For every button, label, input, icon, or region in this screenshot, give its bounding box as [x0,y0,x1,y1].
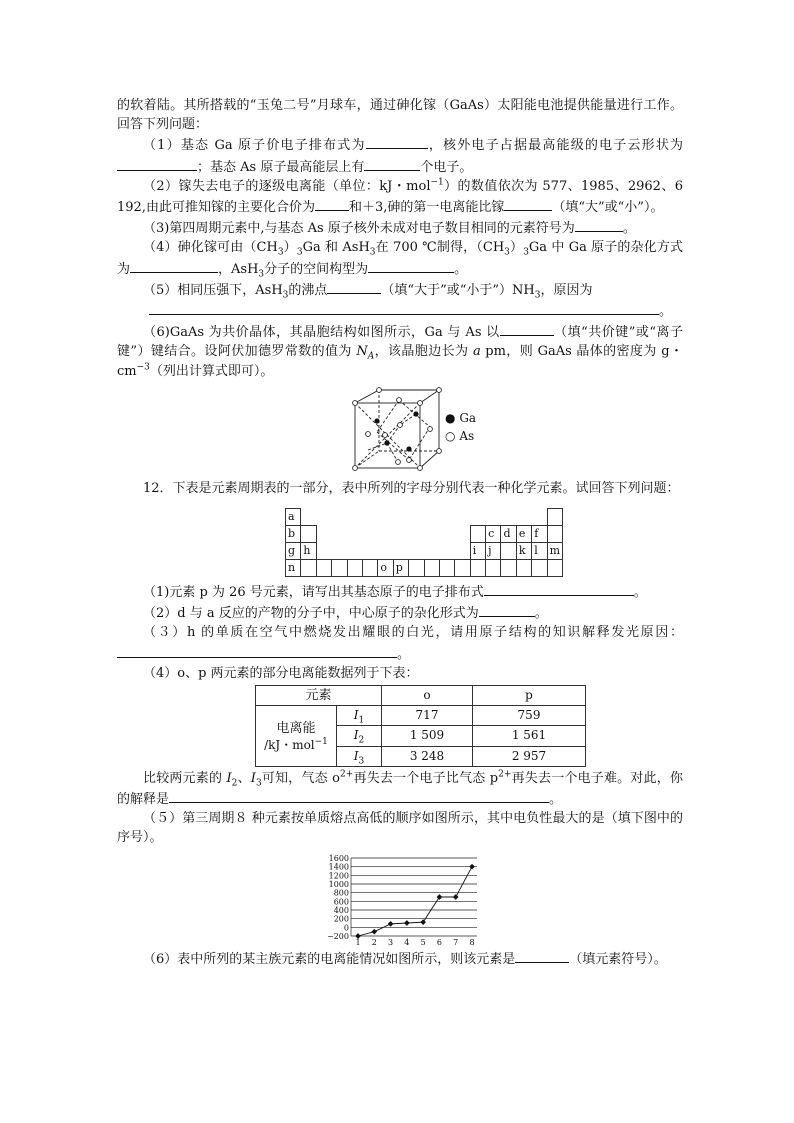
cell-g: g [286,543,301,560]
label-i2: $I_2$ [337,726,382,746]
svg-text:600: 600 [333,897,349,907]
svg-text:5: 5 [420,937,426,947]
line-chart [321,852,481,948]
row-label: 电离能 /kJ・mol$^{-1}$ [256,706,337,767]
svg-text:800: 800 [333,888,349,898]
periodic-table-fragment [285,508,563,577]
svg-text:7: 7 [453,937,459,947]
svg-text:2: 2 [371,937,377,947]
q11-part6: （6)GaAs 为共价晶体，其晶胞结构如图所示，Ga 与 As 以 （填“共价键”或“离子键”）键结合。设阿伏加德罗常数的值为 $N_A$，该晶胞边长为 a pm，则 GaAs 晶体的密度为 g・$cm^{-3}$（列出计算式即可）。 [117,321,683,381]
answer-blank[interactable] [117,643,397,658]
cell-a: a [286,509,301,526]
answer-blank[interactable] [366,134,428,149]
q11-part2: （2）镓失去电子的逐级电离能（单位：kJ・mol$^{-1}$）的数值依次为 577、1985、2962、6 192,由此可推知镓的主要化合价为 和＋3,砷的第一电离能比镓 （填“大”或“小”）。 [117,177,684,216]
svg-text:1200: 1200 [328,871,349,881]
cell-h: h [301,543,316,560]
answer-blank[interactable] [368,258,454,273]
cell-o: o [378,560,393,577]
cell-f: f [532,526,547,543]
q12-part2: （2）d 与 a 反应的产物的分子中，中心原子的杂化形式为 。 [117,602,683,623]
label-i1: $I_1$ [337,706,382,726]
unit-cell-diagram [345,387,445,475]
hollow-dot-icon: ○ [445,428,456,443]
answer-blank[interactable] [315,196,349,211]
legend-ga: ● Ga [445,410,477,425]
answer-blank[interactable] [515,948,569,963]
header-element: 元素 [256,686,382,706]
q11-part3: （3)第四周期元素中,与基态 As 原子核外未成对电子数目相同的元素符号为 。 [117,217,683,238]
q12-part5: （５）第三周期８ 种元素按单质熔点高低的顺序如图所示，其中电负性最大的是（填下图中的序号）。 [117,811,683,846]
q11-intro: 的软着陆。其所搭载的“玉兔二号”月球车，通过砷化镓（GaAs）太阳能电池提供能量进行工作。回答下列问题： [117,98,683,133]
cell-d: d [501,526,516,543]
cell-e: e [516,526,531,543]
header-o: o [382,686,473,706]
q12-part4-followup: 比较两元素的 $I_2$、$I_3$可知，气态 $o^{2+}$再失去一个电子比气态 $p^{2+}$再失去一个电子难。对此，你的解释是 。 [117,769,683,808]
svg-text:200: 200 [333,914,349,924]
ptable-row-4 [286,560,563,577]
cell-empty [547,509,562,526]
header-p: p [473,686,586,706]
cell-p: p [393,560,408,577]
cell-j: j [486,543,501,560]
ptable-row-3 [286,543,563,560]
worksheet-page [117,96,683,969]
filled-dot-icon: ● [445,410,456,425]
svg-text:8: 8 [469,937,475,947]
svg-text:1400: 1400 [328,862,349,872]
svg-text:3: 3 [388,937,394,947]
answer-blank[interactable] [484,581,634,596]
answer-blank[interactable] [327,279,381,294]
ptable-row-1 [286,509,563,526]
cell-m: m [547,543,562,560]
cell-c: c [486,526,501,543]
q11-part1: （1）基态 Ga 原子价电子排布式为 ，核外电子占据最高能级的电子云形状为；基态 As 原子最高能层上有 个电子。 [117,134,683,176]
q12-intro: 12．下表是元素周期表的一部分，表中所列的字母分别代表一种化学元素。试回答下列问题： [143,480,680,496]
cell-l: l [532,543,547,560]
q12-part6: （6）表中所列的某主族元素的电离能情况如图所示，则该元素是 （填元素符号）。 [117,948,683,969]
answer-blank[interactable] [149,300,659,315]
svg-text:0: 0 [343,923,349,933]
ptable-row-2 [286,526,563,543]
melting-point-chart [321,852,481,948]
q12-part3: （３）h 的单质在空气中燃烧发出耀眼的白光，请用原子结构的知识解释发光原因：。 [117,623,683,663]
ionization-energy-table: 元素 o p 电离能 /kJ・mol$^{-1}$ $I_1$ 717 759 $I_2$ 1 509 1 561 $I_3$ 3 248 2 957 [255,685,586,767]
answer-blank[interactable] [504,196,552,211]
answer-blank[interactable] [130,258,218,273]
answer-blank[interactable] [575,217,623,232]
svg-text:6: 6 [436,937,442,947]
label-i3: $I_3$ [337,746,382,766]
answer-blank[interactable] [479,602,535,617]
svg-text:−200: −200 [327,931,349,941]
cell-b: b [286,526,301,543]
answer-blank[interactable] [364,156,420,171]
legend-as: ○ As [445,428,475,443]
svg-text:1000: 1000 [328,879,349,889]
q12-part1: （1)元素 p 为 26 号元素，请写出其基态原子的电子排布式 。 [117,581,683,602]
svg-text:4: 4 [404,937,410,947]
q12-part4: （4）o、p 两元素的部分电离能数据列于下表： [143,665,419,681]
answer-blank[interactable] [169,788,549,803]
q11-part4: （4）砷化镓可由$(CH_3)_3Ga$ 和 AsH$_3$在 700 ℃制得，$(CH_3)_3Ga$ 中 Ga 原子的杂化方式为 ，AsH$_3$分子的空间构型为 。 [117,240,683,280]
gaas-unit-cell-figure [345,387,505,475]
q11-part5: （5）相同压强下，AsH$_3$的沸点 （填“大于”或“小于$”)NH_3$，原因为 。 [117,279,683,321]
answer-blank[interactable] [117,156,197,171]
svg-text:1600: 1600 [328,853,349,863]
cell-i: i [470,543,485,560]
answer-blank[interactable] [500,321,554,336]
svg-text:400: 400 [333,905,349,915]
cell-n: n [286,560,301,577]
svg-text:1: 1 [355,937,361,947]
cell-k: k [516,543,531,560]
